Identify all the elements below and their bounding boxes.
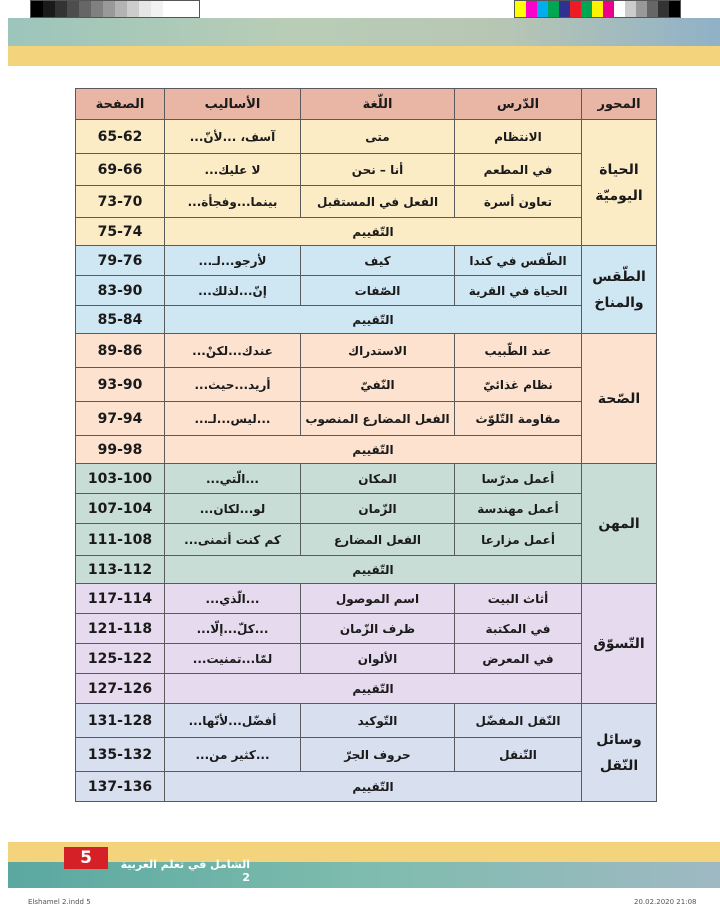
- lesson-cell: الحياة في القرية: [455, 276, 582, 306]
- assessment-label: التّقييم: [165, 674, 582, 704]
- language-cell: متى: [301, 120, 455, 154]
- header-page: الصفحة: [76, 89, 165, 120]
- language-cell: اسم الموصول: [301, 584, 455, 614]
- language-cell: الاستدراك: [301, 334, 455, 368]
- assessment-row: [76, 306, 657, 334]
- axis-label: اليوميّة: [595, 187, 643, 204]
- table-row: [76, 614, 657, 644]
- page-cell: 131-128: [76, 704, 165, 738]
- page-cell: 97-94: [76, 402, 165, 436]
- contents-table: [75, 88, 657, 802]
- language-cell: الفعل في المستقبل: [301, 186, 455, 218]
- table-row: [76, 738, 657, 772]
- assessment-page-cell: 137-136: [76, 772, 165, 802]
- calibration-swatch: [625, 1, 636, 17]
- assessment-page-cell: 127-126: [76, 674, 165, 704]
- lesson-cell: في المعرض: [455, 644, 582, 674]
- table-row: [76, 154, 657, 186]
- assessment-row: [76, 674, 657, 704]
- axis-label: والمناخ: [594, 294, 644, 311]
- table-row: [76, 368, 657, 402]
- header-band-yellow: [8, 46, 720, 66]
- calibration-swatch: [636, 1, 647, 17]
- page-cell: 107-104: [76, 494, 165, 524]
- language-cell: الفعل المضارع المنصوب: [301, 402, 455, 436]
- assessment-row: [76, 218, 657, 246]
- styles-cell: لأرجو...لـ...: [165, 246, 301, 276]
- axis-cell: [582, 120, 657, 246]
- calibration-swatch: [31, 1, 43, 17]
- page-cell: 83-90: [76, 276, 165, 306]
- lesson-cell: تعاون أسرة: [455, 186, 582, 218]
- header-lesson: الدّرس: [455, 89, 582, 120]
- language-cell: كيف: [301, 246, 455, 276]
- axis-cell: [582, 464, 657, 584]
- lesson-cell: الطّقس في كندا: [455, 246, 582, 276]
- language-cell: ظرف الزّمان: [301, 614, 455, 644]
- styles-cell: ...كلّ...إلّا...: [165, 614, 301, 644]
- calibration-swatch: [669, 1, 680, 17]
- language-cell: الزّمان: [301, 494, 455, 524]
- print-slug-file: Elshamel 2.indd 5: [28, 898, 91, 906]
- table-row: [76, 246, 657, 276]
- calibration-swatch: [515, 1, 526, 17]
- table-row: [76, 524, 657, 556]
- page-cell: 79-76: [76, 246, 165, 276]
- axis-cell: [582, 584, 657, 704]
- lesson-cell: أثاث البيت: [455, 584, 582, 614]
- lesson-cell: نظام غذائيّ: [455, 368, 582, 402]
- language-cell: المكان: [301, 464, 455, 494]
- styles-cell: لو...لكان...: [165, 494, 301, 524]
- calibration-swatch: [127, 1, 139, 17]
- styles-cell: بينما...وفجأة...: [165, 186, 301, 218]
- lesson-cell: مقاومة التّلوّث: [455, 402, 582, 436]
- assessment-label: التّقييم: [165, 218, 582, 246]
- styles-cell: كم كنت أتمنى...: [165, 524, 301, 556]
- page-cell: 73-70: [76, 186, 165, 218]
- calibration-swatch: [559, 1, 570, 17]
- color-calibration-bar-right: [514, 0, 681, 18]
- calibration-swatch: [548, 1, 559, 17]
- styles-cell: ...كثير من...: [165, 738, 301, 772]
- axis-label: وسائل: [596, 731, 642, 748]
- page-cell: 117-114: [76, 584, 165, 614]
- calibration-swatch: [79, 1, 91, 17]
- calibration-swatch: [581, 1, 592, 17]
- styles-cell: آسف، ...لأنّ...: [165, 120, 301, 154]
- styles-cell: ...الّتي...: [165, 464, 301, 494]
- page-cell: 121-118: [76, 614, 165, 644]
- calibration-swatch: [151, 1, 163, 17]
- page-cell: 111-108: [76, 524, 165, 556]
- language-cell: حروف الجرّ: [301, 738, 455, 772]
- lesson-cell: أعمل مهندسة: [455, 494, 582, 524]
- print-slug-date: 20.02.2020 21:08: [634, 898, 697, 906]
- axis-cell: [582, 704, 657, 802]
- styles-cell: لا عليك...: [165, 154, 301, 186]
- lesson-cell: عند الطّبيب: [455, 334, 582, 368]
- header-language: اللّغة: [301, 89, 455, 120]
- table-row: [76, 276, 657, 306]
- axis-label: النّقل: [599, 757, 639, 774]
- table-row: [76, 186, 657, 218]
- table-row: [76, 402, 657, 436]
- styles-cell: عندك...لكنْ...: [165, 334, 301, 368]
- calibration-swatch: [91, 1, 103, 17]
- page-cell: 89-86: [76, 334, 165, 368]
- language-cell: الصّفات: [301, 276, 455, 306]
- assessment-label: التّقييم: [165, 436, 582, 464]
- table-row: [76, 334, 657, 368]
- table-row: [76, 494, 657, 524]
- table-row: [76, 120, 657, 154]
- styles-cell: ...الّذي...: [165, 584, 301, 614]
- assessment-row: [76, 772, 657, 802]
- calibration-swatch: [175, 1, 187, 17]
- calibration-swatch: [103, 1, 115, 17]
- calibration-swatch: [163, 1, 175, 17]
- assessment-label: التّقييم: [165, 772, 582, 802]
- page-cell: 93-90: [76, 368, 165, 402]
- assessment-page-cell: 99-98: [76, 436, 165, 464]
- lesson-cell: النّقل المفضّل: [455, 704, 582, 738]
- assessment-page-cell: 85-84: [76, 306, 165, 334]
- table-row: [76, 584, 657, 614]
- table-row: [76, 704, 657, 738]
- language-cell: التّوكيد: [301, 704, 455, 738]
- lesson-cell: أعمل مدرّسا: [455, 464, 582, 494]
- page-cell: 103-100: [76, 464, 165, 494]
- calibration-swatch: [55, 1, 67, 17]
- lesson-cell: الانتظام: [455, 120, 582, 154]
- calibration-swatch: [526, 1, 537, 17]
- calibration-swatch: [658, 1, 669, 17]
- assessment-label: التّقييم: [165, 556, 582, 584]
- page-cell: 135-132: [76, 738, 165, 772]
- header-styles: الأساليب: [165, 89, 301, 120]
- assessment-label: التّقييم: [165, 306, 582, 334]
- assessment-row: [76, 436, 657, 464]
- lesson-cell: في المطعم: [455, 154, 582, 186]
- styles-cell: إنّ...لذلك...: [165, 276, 301, 306]
- axis-cell: [582, 246, 657, 334]
- calibration-swatch: [67, 1, 79, 17]
- table-row: [76, 644, 657, 674]
- calibration-swatch: [614, 1, 625, 17]
- calibration-swatch: [43, 1, 55, 17]
- page-cell: 69-66: [76, 154, 165, 186]
- assessment-page-cell: 113-112: [76, 556, 165, 584]
- color-calibration-bar-left: [30, 0, 200, 18]
- language-cell: الفعل المضارع: [301, 524, 455, 556]
- axis-cell: [582, 334, 657, 464]
- language-cell: أنا – نحن: [301, 154, 455, 186]
- axis-label: الطّقس: [592, 268, 646, 285]
- styles-cell: أفضّل...لأنّها...: [165, 704, 301, 738]
- header-axis: المحور: [582, 89, 657, 120]
- assessment-row: [76, 556, 657, 584]
- styles-cell: لمّا...تمنيت...: [165, 644, 301, 674]
- calibration-swatch: [570, 1, 581, 17]
- language-cell: الألوان: [301, 644, 455, 674]
- page-cell: 125-122: [76, 644, 165, 674]
- language-cell: النّفيّ: [301, 368, 455, 402]
- calibration-swatch: [592, 1, 603, 17]
- book-title: الشامل في تعلم العربية 2: [120, 858, 250, 884]
- calibration-swatch: [603, 1, 614, 17]
- header-band: [8, 18, 720, 46]
- lesson-cell: أعمل مزارعا: [455, 524, 582, 556]
- calibration-swatch: [187, 1, 199, 17]
- styles-cell: ...ليس...لـ...: [165, 402, 301, 436]
- assessment-page-cell: 75-74: [76, 218, 165, 246]
- axis-label: الحياة: [599, 161, 639, 178]
- page-cell: 65-62: [76, 120, 165, 154]
- axis-label: التّسوّق: [593, 635, 645, 652]
- lesson-cell: في المكتبة: [455, 614, 582, 644]
- axis-label: المهن: [598, 515, 640, 532]
- table-header-row: [76, 89, 657, 120]
- lesson-cell: التّنقل: [455, 738, 582, 772]
- calibration-swatch: [647, 1, 658, 17]
- calibration-swatch: [139, 1, 151, 17]
- table-row: [76, 464, 657, 494]
- axis-label: الصّحة: [597, 390, 641, 407]
- calibration-swatch: [537, 1, 548, 17]
- page-number: 5: [64, 847, 108, 869]
- calibration-swatch: [115, 1, 127, 17]
- styles-cell: أريد...حيث...: [165, 368, 301, 402]
